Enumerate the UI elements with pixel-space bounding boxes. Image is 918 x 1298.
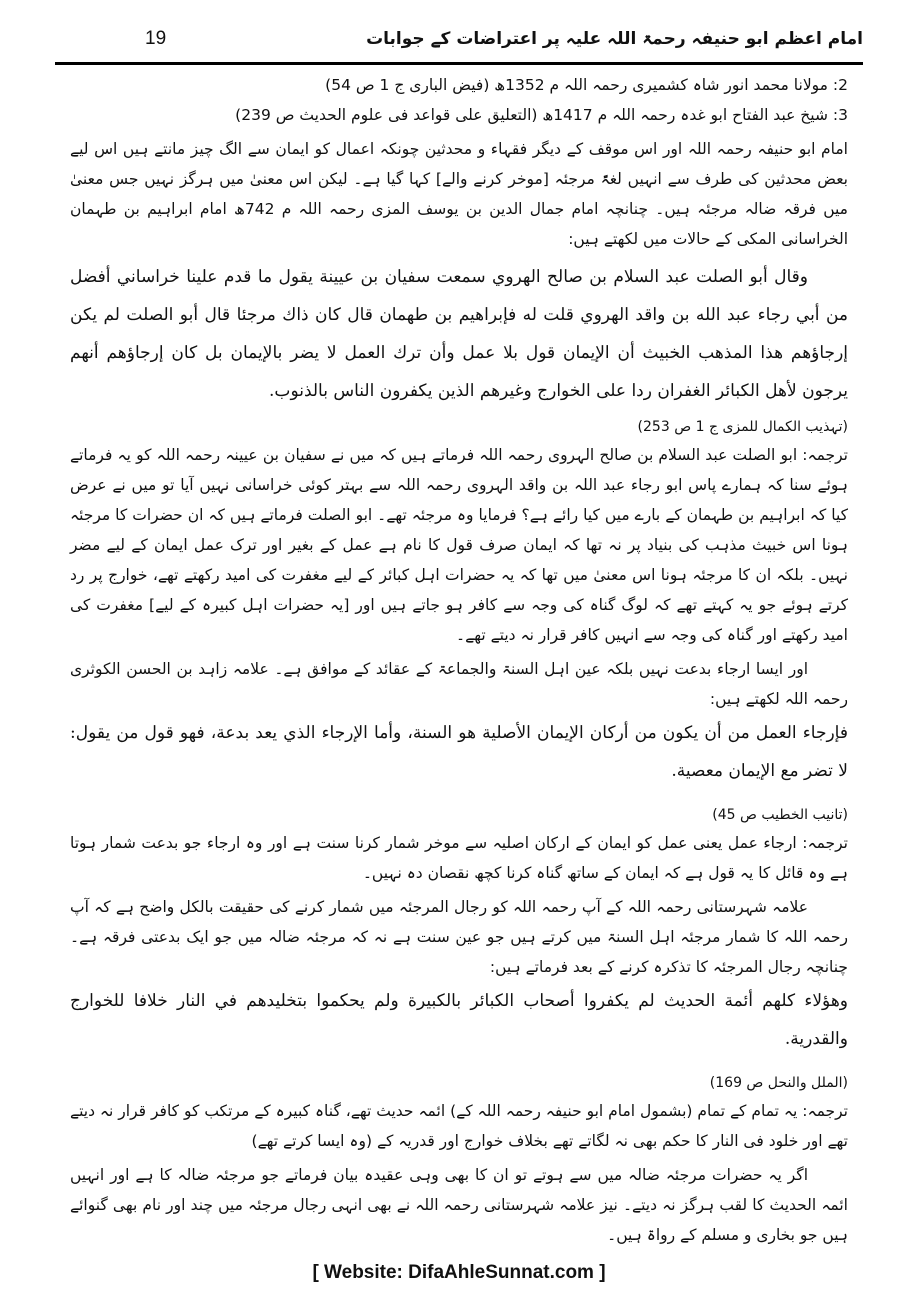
translation: ترجمہ: یہ تمام کے تمام (بشمول امام ابو حنیفہ رحمہ اللہ کے) ائمہ حدیث تھے، گناہ کبیرہ کے مرتکب کو کافر قرار نہ دیتے تھے اور خلود فی النار کا حکم بھی نہ لگاتے تھے بخلاف خوارج اور قدریہ کے (وہ ایسا کرتے تھے) bbox=[70, 1102, 848, 1150]
arabic-quote: وقال أبو الصلت عبد السلام بن صالح الهروي سمعت سفيان بن عيينة يقول ما قدم علينا خراساني أفضل من أبي رجاء عبد الله بن واقد الهروي قلت له فإبراهيم بن طهمان قال كان ذاك مرجئا قال أبو الصلت لم يكن إرجاؤهم هذا المذهب الخبيث أن الإيمان قول بلا عمل وأن ترك العمل لا يضر بالإيمان بل كان إرجاؤهم أنهم يرجون لأهل الكبائر الغفران ردا على الخوارج وغيرهم الذين يكفرون الناس بالذنوب. bbox=[70, 267, 848, 401]
page-body bbox=[70, 70, 848, 1250]
book-title: امام اعظم ابو حنیفہ رحمۃ اللہ علیہ پر اعتراضات کے جوابات bbox=[366, 29, 863, 49]
arabic-quote: وهؤلاء كلهم أئمة الحديث لم يكفروا أصحاب الكبائر بالكبيرة ولم يحكموا بتخليدهم في النار خلافا للخوارج والقدرية. bbox=[70, 991, 848, 1049]
reference-line: 3: شیخ عبد الفتاح ابو غدہ رحمہ اللہ م 1417ھ (التعلیق علی قواعد فی علوم الحدیث ص 239) bbox=[235, 106, 848, 124]
translation: ترجمہ: ابو الصلت عبد السلام بن صالح الہروی رحمہ اللہ فرماتے ہیں کہ میں نے سفیان بن عیینہ رحمہ اللہ کو یہ فرماتے ہوئے سنا کہ ہمارے پاس ابو رجاء عبد اللہ بن واقد الہروی رحمہ اللہ سے بہتر کوئی خراسانی نہیں آیا تو میں نے عرض کیا کہ ابراہیم بن طہمان کے بارے میں کیا رائے ہے؟ فرمایا وہ مرجئہ تھے۔ ابو الصلت فرماتے ہیں کہ ان حضرات کا مرجئہ ہونا اس خبیث مذہب کی بنیاد پر نہ تھا کہ ایمان صرف قول کا نام ہے عمل کے بغیر اور ترک عمل ایمان کے لیے مضر نہیں۔ بلکہ ان کا مرجئہ ہونا اس معنیٰ میں تھا کہ یہ حضرات اہل کبائر کے لیے مغفرت کی امید رکھتے تھے، خوارج پر رد کرتے ہوئے جو یہ کہتے تھے کہ لوگ گناہ کی وجہ سے کافر ہو جاتے ہیں اور [یہ حضرات اہل کبیرہ کے لیے] مغفرت کی امید رکھتے اور گناہ کی وجہ سے انہیں کافر قرار نہ دیتے تھے۔ bbox=[70, 446, 848, 644]
page-header bbox=[55, 22, 863, 62]
reference-line: 2: مولانا محمد انور شاہ کشمیری رحمہ اللہ م 1352ھ (فیض الباری ج 1 ص 54) bbox=[325, 76, 848, 94]
paragraph: علامہ شہرستانی رحمہ اللہ کے آپ رحمہ اللہ کو رجال المرجئہ میں شمار کرنے کی حقیقت بالکل واضح ہے کہ آپ رحمہ اللہ کا شمار مرجئہ اہل السنۃ میں کرتے ہیں جو عین سنت ہے نہ کہ مرجئہ ضالہ میں جو ایک بدعتی فرقہ ہے۔ چنانچہ رجال المرجئہ کا تذکرہ کرنے کے بعد فرماتے ہیں: bbox=[70, 898, 848, 976]
page-number: 19 bbox=[145, 28, 167, 49]
website-footer: [ Website: DifaAhleSunnat.com ] bbox=[312, 1262, 606, 1283]
paragraph: اگر یہ حضرات مرجئہ ضالہ میں سے ہوتے تو ان کا بھی وہی عقیدہ بیان فرماتے جو مرجئہ ضالہ کا ہے اور انہیں ائمہ الحدیث کا لقب ہرگز نہ دیتے۔ نیز علامہ شہرستانی رحمہ اللہ نے بھی انہی رجال مرجئہ میں چند اور نام بھی گنوائے ہیں جو بخاری و مسلم کے رواۃ ہیں۔ bbox=[70, 1166, 848, 1244]
arabic-quote: فإرجاء العمل من أن يكون من أركان الإيمان الأصلية هو السنة، وأما الإرجاء الذي يعد بدعة، فهو قول من يقول: لا تضر مع الإيمان معصية. bbox=[70, 723, 848, 781]
header-rule bbox=[55, 62, 863, 65]
citation: (الملل والنحل ص 169) bbox=[709, 1075, 848, 1091]
citation: (تہذیب الکمال للمزی ج 1 ص 253) bbox=[637, 419, 848, 435]
paragraph: اور ایسا ارجاء بدعت نہیں بلکہ عین اہل السنۃ والجماعۃ کے عقائد کے موافق ہے۔ علامہ زاہد بن الحسن الکوثری رحمہ اللہ لکھتے ہیں: bbox=[70, 660, 848, 708]
translation: ترجمہ: ارجاء عمل یعنی عمل کو ایمان کے ارکان اصلیہ سے موخر شمار کرنا سنت ہے اور وہ ارجاء جو بدعت شمار ہوتا ہے وہ قائل کا یہ قول ہے کہ ایمان کے ساتھ گناہ کرنا کچھ نقصان دہ نہیں۔ bbox=[70, 834, 848, 882]
paragraph: امام ابو حنیفہ رحمہ اللہ اور اس موقف کے دیگر فقہاء و محدثین چونکہ اعمال کو ایمان سے الگ چیز مانتے ہیں اس لیے بعض محدثین کی طرف سے انہیں لغۃً مرجئہ [موخر کرنے والے] کہا گیا ہے۔ لیکن اس معنیٰ میں ہرگز نہیں جس معنیٰ میں فرقہ ضالہ مرجئہ ہیں۔ چنانچہ امام جمال الدین بن یوسف المزی رحمہ اللہ م 742ھ امام ابراہیم بن طہمان الخراسانی المکی کے حالات میں لکھتے ہیں: bbox=[70, 140, 848, 248]
citation: (تانیب الخطیب ص 45) bbox=[712, 807, 848, 823]
